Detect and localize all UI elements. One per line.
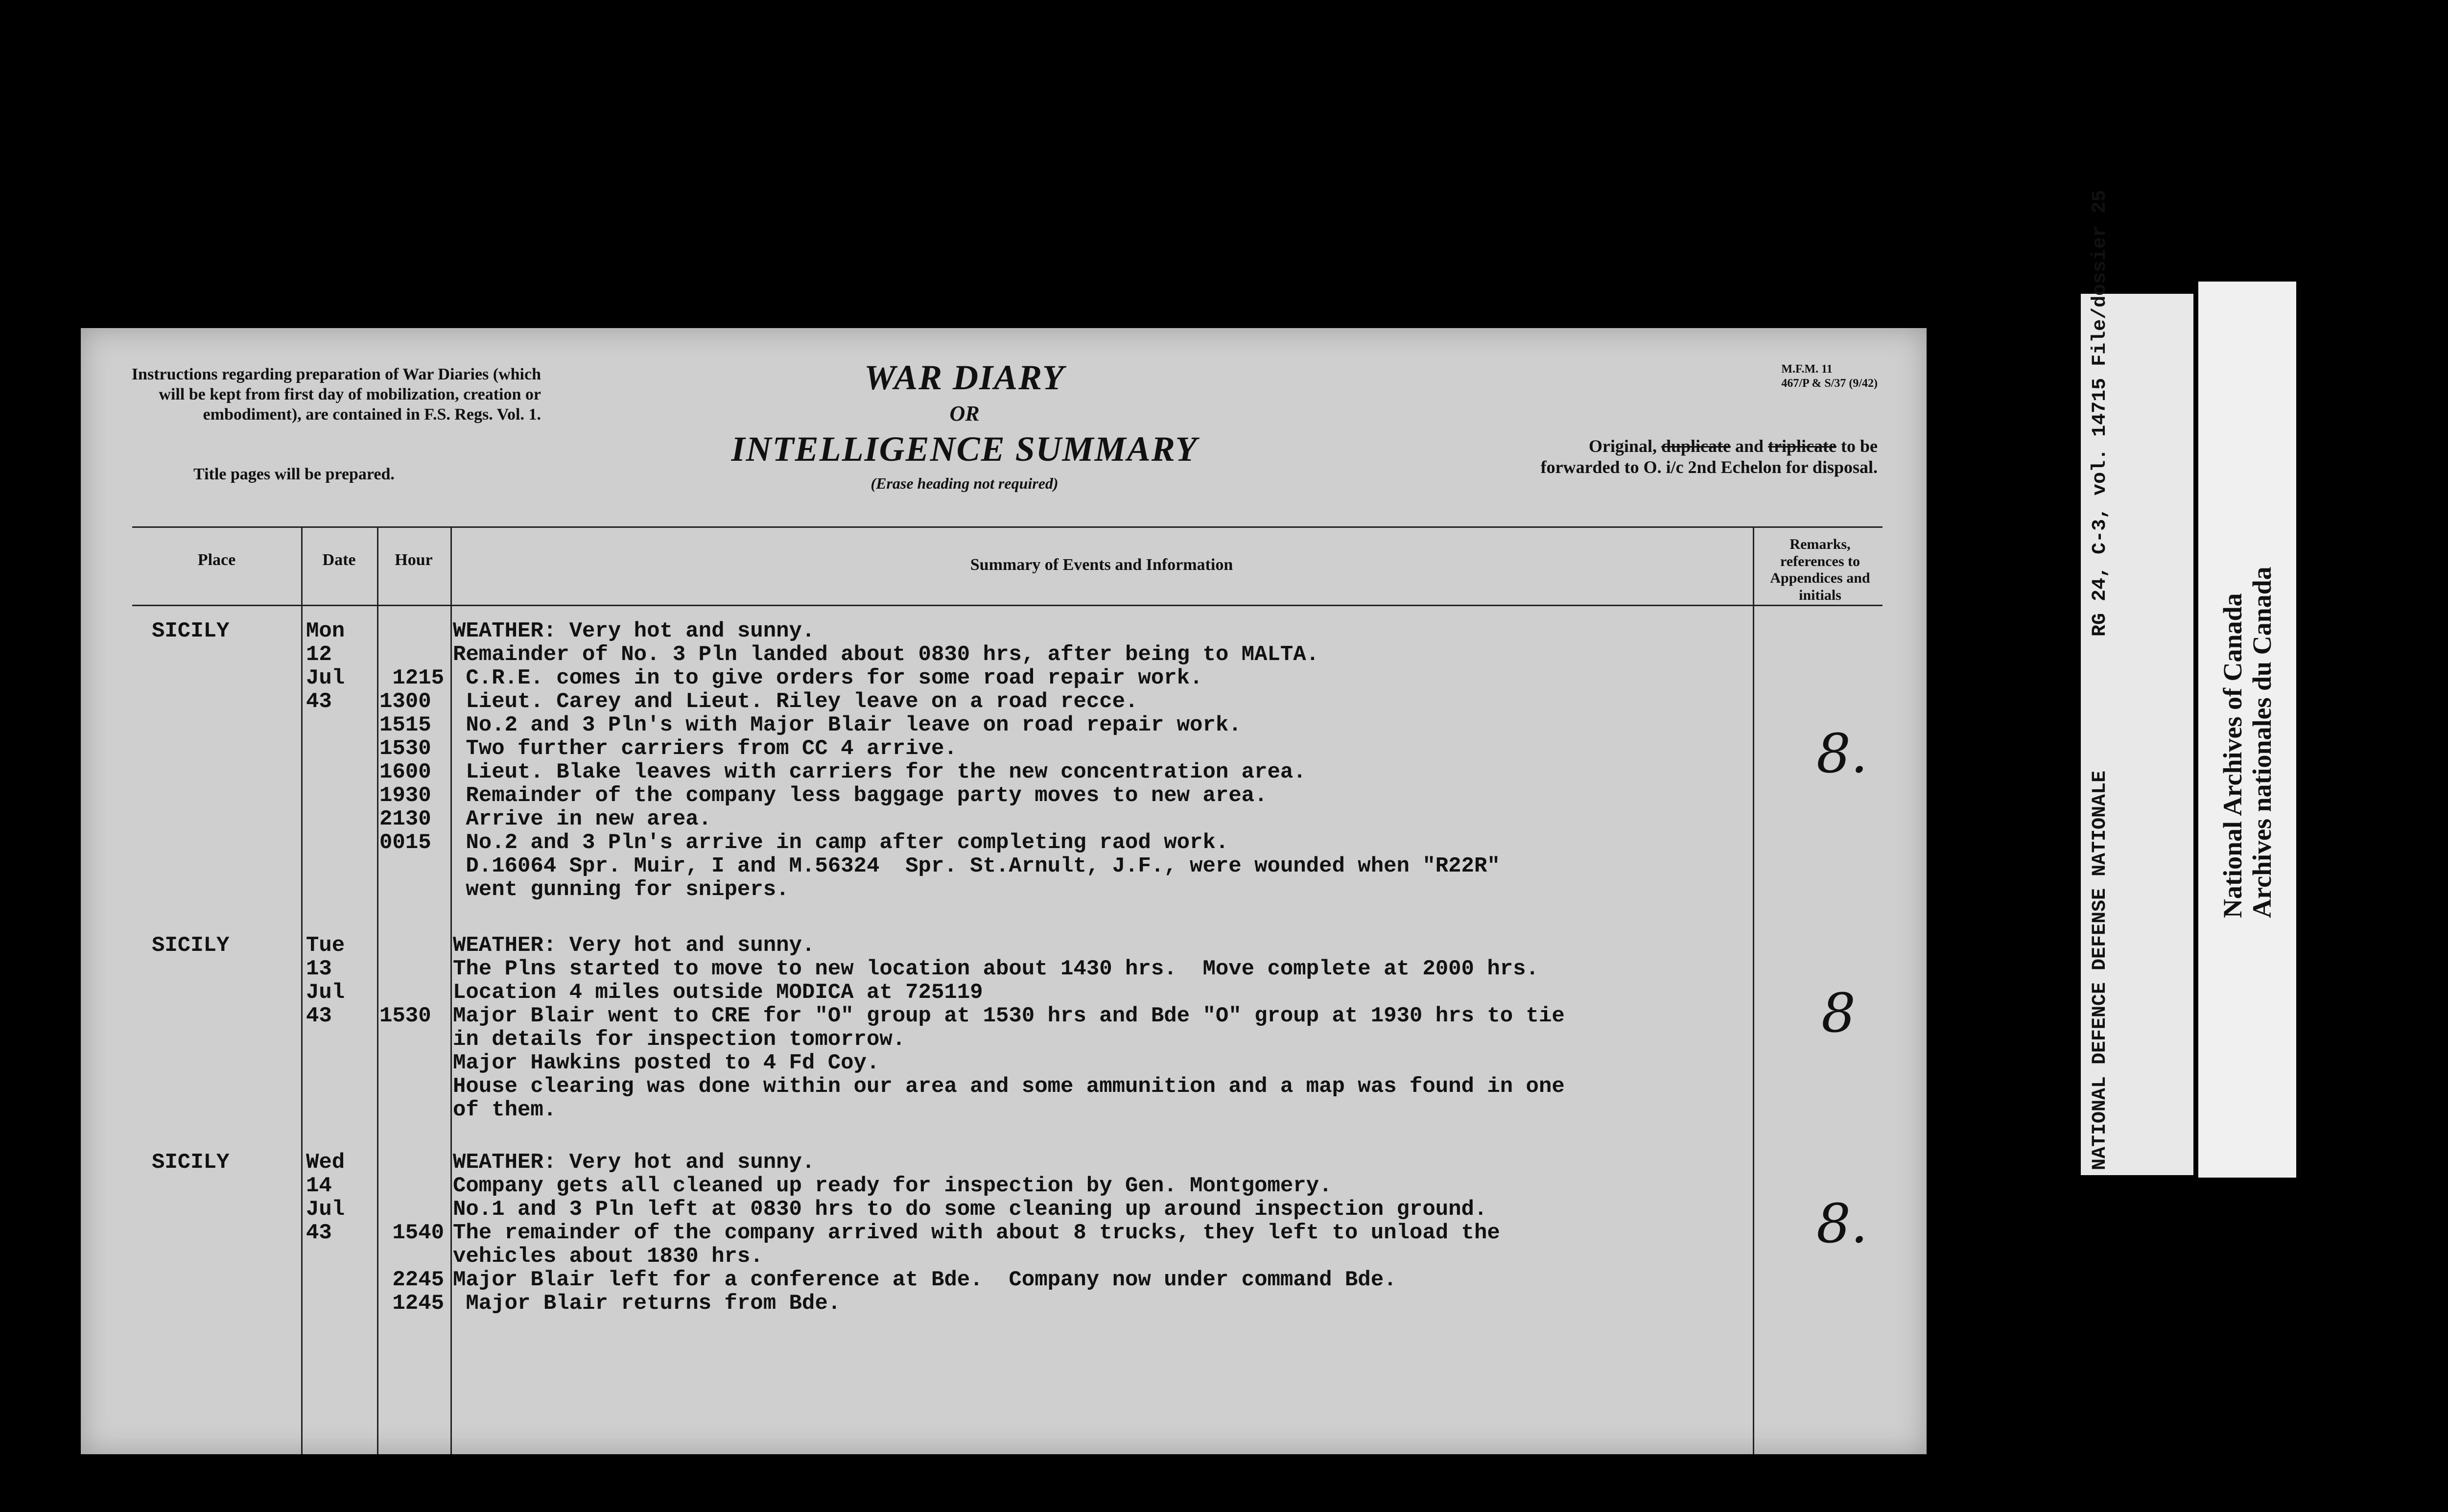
entry-3-place: SICILY bbox=[152, 1150, 230, 1175]
distribution-note: Original, duplicate and triplicate to be forwarded to O. i/c 2nd Echelon for disposal. bbox=[1540, 436, 1878, 477]
col-remarks: Remarks, references to Appendices and initials bbox=[1770, 536, 1870, 603]
title-note: (Erase heading not required) bbox=[871, 474, 1059, 492]
war-diary-sheet bbox=[81, 328, 1927, 1454]
col-summary: Summary of Events and Information bbox=[970, 556, 1233, 574]
entry-2-initials: 8 bbox=[1821, 982, 1856, 1044]
entry-2-hours: 1530 bbox=[379, 1004, 431, 1028]
defence-stamp: NATIONAL DEFENCE DEFENSE NATIONALE bbox=[2089, 770, 2111, 1170]
title-intelligence-summary: INTELLIGENCE SUMMARY bbox=[731, 429, 1198, 469]
title-war-diary: WAR DIARY bbox=[864, 358, 1065, 397]
diary-table bbox=[132, 526, 1883, 1454]
entry-1-date: Mon 12 Jul 43 bbox=[306, 619, 345, 714]
entry-1-initials: 8. bbox=[1816, 722, 1868, 785]
col-place: Place bbox=[197, 551, 236, 569]
title-or: OR bbox=[949, 402, 980, 425]
entry-1-hours: 1215 1300 1515 1530 1600 1930 2130 0015 bbox=[379, 666, 445, 855]
col-hour: Hour bbox=[395, 551, 433, 569]
form-code: M.F.M. 11 467/P & S/37 (9/42) bbox=[1781, 363, 1878, 390]
entry-2-summary: WEATHER: Very hot and sunny. The Plns started to move to new location about 1430 hrs. Move complete at 2000 hrs. Location 4 miles outside MODICA at 725119 Major Blair went to CRE for "O" group at 1530 hrs and Bde "O" group at 1930 hrs to tie in details for inspection tomorrow. Major Hawkins posted to 4 Fd Coy. House clearing was done within our area and some ammunition and a map was found in one of them. bbox=[453, 933, 1565, 1122]
entry-1-summary: WEATHER: Very hot and sunny. Remainder of No. 3 Pln landed about 0830 hrs, after being to MALTA. C.R.E. comes in to give orders for some road repair work. Lieut. Carey and Lieut. Riley leave on a road recce. No.2 and 3 Pln's with Major Blair leave on road repair work. Two further carriers from CC 4 arrive. Lieut. Blake leaves with carriers for the new concentration area. Remainder of the company less baggage party moves to new area. Arrive in new area. No.2 and 3 Pln's arrive in camp after completing raod work. D.16064 Spr. Muir, I and M.56324 Spr. St.Arnult, J.F., were wounded when "R22R" went gunning for snipers. bbox=[453, 619, 1500, 902]
title-pages-note: Title pages will be prepared. bbox=[193, 465, 395, 483]
entry-3-summary: WEATHER: Very hot and sunny. Company gets all cleaned up ready for inspection by Gen. Montgomery. No.1 and 3 Pln left at 0830 hrs to do some cleaning up around inspection ground. The remainder of the company arrived with about 8 trucks, they left to unload the vehicles about 1830 hrs. Major Blair left for a conference at Bde. Company now under command Bde. Major Blair returns from Bde. bbox=[453, 1150, 1500, 1316]
diary-heading bbox=[707, 357, 1222, 493]
entry-1-place: SICILY bbox=[152, 619, 230, 643]
entry-3-initials: 8. bbox=[1816, 1192, 1868, 1255]
entry-3-hours: 1540 2245 1245 bbox=[392, 1221, 445, 1316]
instructions-text: Instructions regarding preparation of War Diaries (which will be kept from first day of mobilization, creation or embodiment), are contained in F.S. Regs. Vol. 1. bbox=[131, 365, 541, 424]
archive-reference: RG 24, C-3, vol. 14715 File/dossier 25 bbox=[2089, 189, 2111, 637]
entry-2-place: SICILY bbox=[152, 933, 230, 958]
archives-canada-label: National Archives of Canada Archives nationales du Canada bbox=[2218, 567, 2277, 918]
entry-2-date: Tue 13 Jul 43 bbox=[306, 933, 345, 1028]
archive-reference-strip bbox=[2081, 189, 2193, 1175]
col-date: Date bbox=[322, 551, 356, 569]
entry-3-date: Wed 14 Jul 43 bbox=[306, 1150, 345, 1245]
archives-label-strip bbox=[2198, 282, 2296, 1178]
